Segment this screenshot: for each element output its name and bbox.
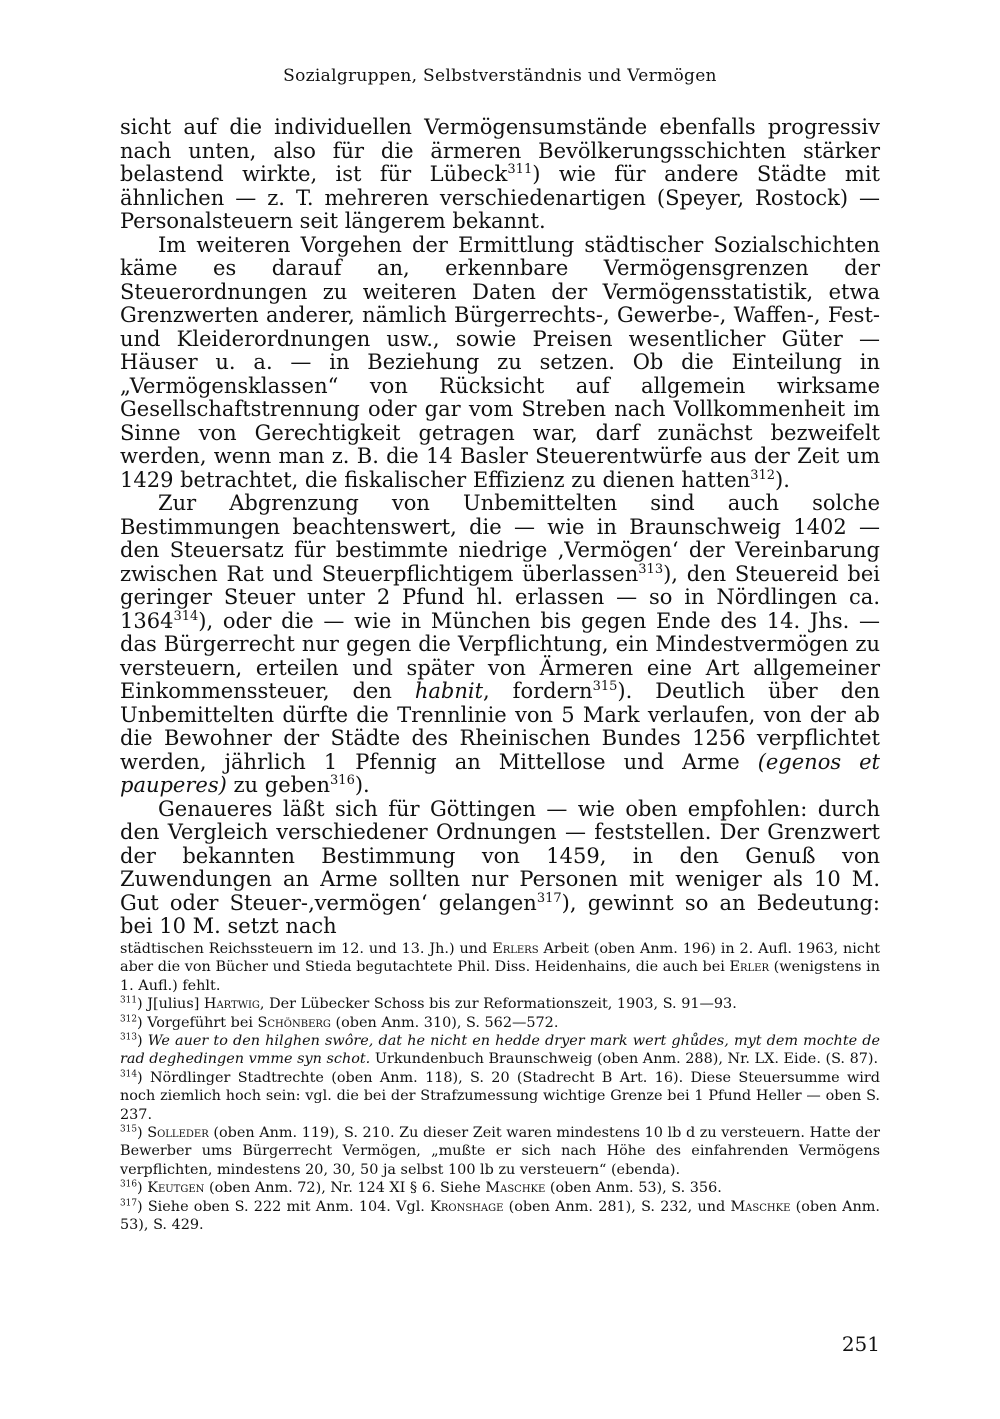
footnote-ref-311: 311 xyxy=(507,161,533,177)
text: ) J[ulius] xyxy=(137,996,200,1013)
footnote-ref-317: 317 xyxy=(536,890,562,906)
text: (oben Anm. 72), Nr. 124 XI § 6. Siehe xyxy=(208,1180,481,1197)
text: Arbeit (oben Anm. 196) in 2. Aufl. 1963, nicht aber die von Bücher und Stieda begutachtete Phil. Diss. Heidenhains, die auch bei xyxy=(120,941,881,976)
footnote-ref-316: 316 xyxy=(330,772,355,788)
text: sicht auf die individuellen Vermögensumstände ebenfalls progressiv nach unten, also für die ärmeren Bevölkerungsschichten stärker belastend wirkte, ist für Lübeck xyxy=(120,115,880,186)
text: (oben Anm. 310), S. 562—572. xyxy=(335,1014,559,1031)
footnote-312 xyxy=(120,1014,880,1032)
quotation: We auer to den hilghen swôre, dat he nicht en hedde dryer mark wert ghůdes, myt dem mochte de rad deghedingen vmme syn schot. xyxy=(120,1033,880,1068)
text: (oben Anm. 53), S. 429. xyxy=(120,1198,880,1234)
text: ). xyxy=(775,467,790,492)
text: ), den Steuereid bei geringer Steuer unter 2 Pfund hl. erlassen — so in Nördlingen ca. 1364 xyxy=(120,561,880,633)
footnote-ref-312: 312 xyxy=(750,467,776,483)
author-name: Erler xyxy=(729,959,769,976)
text: (oben Anm. 281), S. 232, und xyxy=(508,1198,726,1215)
text: , Der Lübecker Schoss bis zur Reformationszeit, 1903, S. 91—93. xyxy=(259,996,737,1013)
text: zu geben xyxy=(233,773,331,797)
footnote-313 xyxy=(120,1032,880,1069)
author-name: Solleder xyxy=(147,1125,209,1142)
author-name: Hartwig xyxy=(203,996,260,1013)
author-name: Keutgen xyxy=(147,1180,205,1197)
footnote-317 xyxy=(120,1198,880,1235)
text: ) xyxy=(137,1033,143,1050)
text: (wenigstens in 1. Aufl.) fehlt. xyxy=(120,959,881,994)
text: ), gewinnt so an Bedeutung: bei 10 M. setzt nach xyxy=(120,890,880,938)
latin-phrase: (egenos et pauperes) xyxy=(120,749,880,797)
footnote-number: 314 xyxy=(120,1069,137,1080)
text: ) wie für andere Städte mit ähnlichen — z. T. mehreren verschiedenartigen (Speyer, Rostock) — Personalsteuern seit längerem bekannt. xyxy=(120,162,880,233)
text: ). xyxy=(354,773,370,797)
text: Urkundenbuch Braunschweig (oben Anm. 288), Nr. LX. Eide. (S. 87). xyxy=(374,1051,879,1068)
author-name: Schönberg xyxy=(257,1014,331,1031)
footnote-number: 311 xyxy=(120,995,137,1006)
footnote-314 xyxy=(120,1069,880,1124)
footnote-number: 316 xyxy=(120,1179,137,1190)
text: ) Vorgeführt bei xyxy=(137,1014,253,1031)
text: ) Siehe oben S. 222 mit Anm. 104. Vgl. xyxy=(137,1198,425,1215)
footnote-ref-315: 315 xyxy=(592,678,618,694)
footnote-ref-314: 314 xyxy=(173,608,199,624)
text: ) Nördlinger Stadtrechte (oben Anm. 118), S. 20 (Stadrecht B Art. 16). Diese Steuersumme wird noch ziemlich hoch sein: vgl. die bei der Strafzumessung wichtige Grenze bei 1 Pfund Heller — oben S. 237. xyxy=(120,1069,880,1123)
text: , fordern xyxy=(483,679,593,703)
footnote-ref-313: 313 xyxy=(638,561,664,577)
paragraph-3 xyxy=(120,492,880,798)
footnote-number: 312 xyxy=(120,1014,137,1025)
text: (oben Anm. 53), S. 356. xyxy=(549,1180,722,1197)
text: Im weiteren Vorgehen der Ermittlung städtischer Sozialschichten käme es darauf an, erkennbare Vermögensgrenzen der Steuerordnungen zu weiteren Daten der Vermögensstatistik, etwa Grenzwerten anderer, nämlich Bürgerrechts-, Gewerbe-, Waffen-, Fest- und Kleiderordnungen usw., sowie Preisen wesentlicher Güter — Häuser u. a. — in Beziehung zu setzen. Ob die Einteilung in „Vermögensklassen“ von Rücksicht auf allgemein wirksame Gesellschaftstrennung oder gar vom Streben nach Vollkommenheit im Sinne von Gerechtigkeit getragen war, darf zunächst bezweifelt werden, wenn man z. B. die 14 Basler Steuerentwürfe aus der Zeit um 1429 betrachtet, die fiskalischer Effizienz zu dienen hatten xyxy=(120,232,880,492)
footnotes xyxy=(120,940,880,1235)
running-title: Sozialgruppen, Selbstverständnis und Vermögen xyxy=(283,66,717,86)
text: ) xyxy=(137,1180,143,1197)
text: Zur Abgrenzung von Unbemittelten sind auch solche Bestimmungen beachtenswert, die — wie in Braunschweig 1402 — den Steuersatz für bestimmte niedrige ‚Vermögen‘ der Vereinbarung zwischen Rat und Steuerpflichtigem überlassen xyxy=(120,491,880,586)
footnote-number: 315 xyxy=(120,1124,137,1135)
footnote-number: 317 xyxy=(120,1198,137,1209)
author-name: Erlers xyxy=(492,941,539,957)
author-name: Maschke xyxy=(485,1180,546,1197)
footnote-number: 313 xyxy=(120,1032,137,1043)
footnote-continuation xyxy=(120,940,880,995)
footnote-311 xyxy=(120,995,880,1013)
paragraph-4 xyxy=(120,798,880,939)
author-name: Kronshage xyxy=(430,1198,504,1215)
text: ), oder die — wie in München bis gegen Ende des 14. Jhs. — das Bürgerrecht nur gegen die Verpflichtung, ein Mindestvermögen zu versteuern, erteilen und später von Ärmeren eine Art allgemeiner Einkommenssteuer, den xyxy=(120,608,880,703)
footnote-316 xyxy=(120,1179,880,1197)
author-name: Maschke xyxy=(730,1198,791,1215)
paragraph-1 xyxy=(120,116,880,234)
text: städtischen Reichssteuern im 12. und 13. Jh.) und xyxy=(120,941,488,957)
term-habnit: habnit xyxy=(414,679,484,703)
text: ). Deutlich über den Unbemittelten dürfte die Trennlinie von 5 Mark verlaufen, von der ab die Bewohner der Städte des Rheinischen Bundes 1256 verpflichtet werden, jährlich 1 Pfennig an Mittellose und Arme xyxy=(120,679,880,774)
paragraph-2 xyxy=(120,234,880,493)
main-text xyxy=(120,116,880,939)
footnote-315 xyxy=(120,1124,880,1179)
text: ) xyxy=(137,1125,143,1142)
text: Genaueres läßt sich für Göttingen — wie oben empfohlen: durch den Vergleich verschiedener Ordnungen — feststellen. Der Grenzwert der bekannten Bestimmung von 1459, in den Genuß von Zuwendungen an Arme sollten nur Personen mit weniger als 10 M. Gut oder Steuer-‚vermögen‘ gelangen xyxy=(120,796,880,915)
text: (oben Anm. 119), S. 210. Zu dieser Zeit waren mindestens 10 lb d zu versteuern. Hatte der Bewerber ums Bürgerrecht Vermögen, „mußte er sich nach Höhe des einfahrenden Vermögens verpflichten, mindestens 20, 30, 50 ja selbst 100 lb zu versteuern“ (ebenda). xyxy=(120,1125,880,1178)
page-number: 251 xyxy=(841,1332,880,1356)
